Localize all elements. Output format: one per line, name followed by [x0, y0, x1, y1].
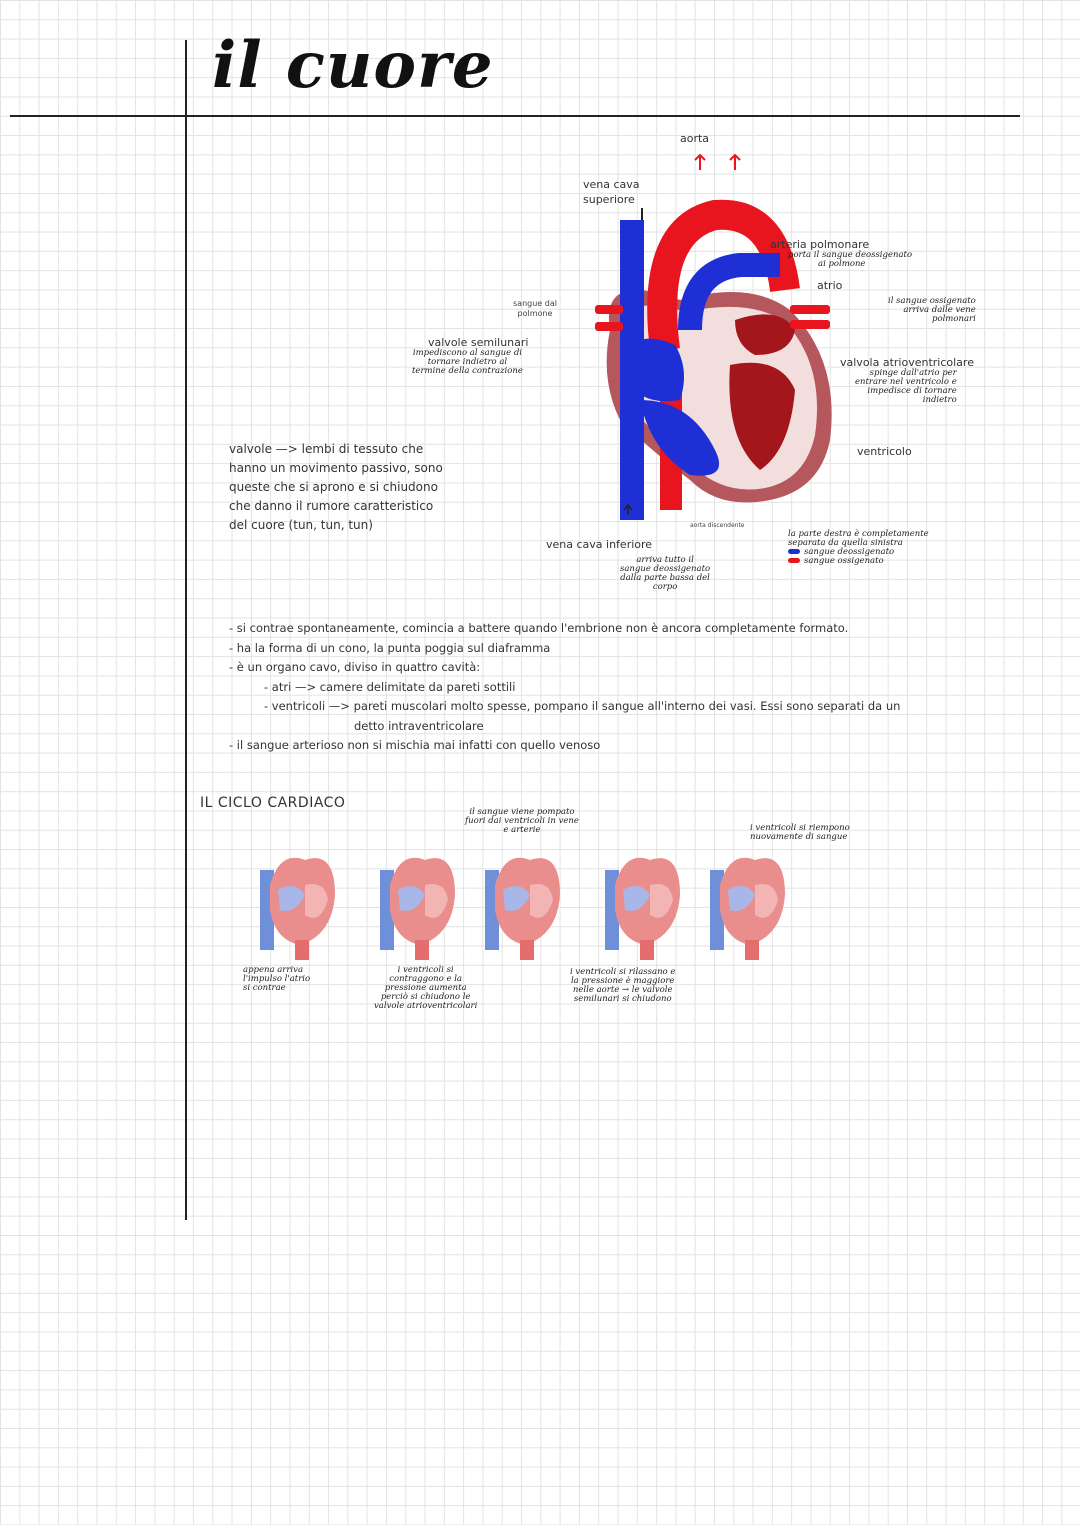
label-line: superiore: [583, 192, 635, 206]
note-line: fuori dai ventricoli in vene: [465, 815, 579, 826]
note-vena-cava-inf: [620, 556, 710, 592]
note-line: corpo: [652, 581, 678, 592]
heart-step-4: [605, 858, 680, 960]
note-line: la parte destra è completamente: [788, 529, 929, 539]
note-line: valvole atrioventricolari: [374, 1000, 478, 1011]
list-item: - si contrae spontaneamente, comincia a battere quando l'embrione non è ancora completamente formato.: [229, 621, 849, 635]
note-line: si contrae: [243, 982, 286, 993]
note-line: i ventricoli si riempono: [750, 823, 850, 833]
facts-list: [229, 619, 900, 756]
note-ciclo-2: [374, 966, 477, 1011]
note-line: arriva tutto il: [636, 555, 694, 565]
label-ventricolo: ventricolo: [857, 445, 912, 458]
note-line: perciò si chiudono le: [380, 991, 471, 1002]
vena-polmonare-1: [790, 305, 830, 314]
label-line: sangue dal: [513, 299, 557, 308]
page-title: il cuore: [212, 28, 494, 103]
label-vena-cava-sup: [583, 178, 640, 208]
section-heading: IL CICLO CARDIACO: [200, 795, 346, 811]
note-ciclo-top-mid: [465, 808, 579, 835]
label-aorta: aorta: [680, 132, 710, 145]
vena-polmonare-2: [790, 320, 830, 329]
note-line: contraggono e la: [389, 973, 462, 984]
label-vena-cava-inf: vena cava inferiore: [546, 538, 653, 551]
vena-polmonare-4: [595, 322, 623, 331]
arrow-up-icon: [695, 155, 705, 170]
list-item: - è un organo cavo, diviso in quattro cavità:: [229, 660, 481, 674]
note-line: il sangue viene pompato: [469, 807, 575, 817]
label-valvole-semilunari: valvole semilunari: [428, 336, 529, 349]
note-line: ai polmone: [818, 258, 866, 269]
label-arteria-polmonare: arteria polmonare: [770, 238, 870, 251]
paragraph-line: valvole —> lembi di tessuto che: [229, 442, 424, 456]
list-item: - ventricoli —> pareti muscolari molto spesse, pompano il sangue all'interno dei vasi. Essi sono separati da un: [264, 699, 901, 713]
note-line: impedisce di tornare: [867, 385, 957, 396]
label-line: polmone: [517, 308, 553, 318]
legend-swatch-ox: [788, 558, 800, 563]
label-sangue-dal-polmone: [513, 299, 557, 318]
note-valvola-av: [855, 369, 957, 405]
legend-ox: [788, 557, 929, 566]
note-line: sangue deossigenato: [620, 563, 711, 574]
note-line: polmonari: [932, 313, 976, 324]
heart-step-1: [260, 858, 335, 960]
note-line: e arterie: [503, 824, 541, 835]
note-parte-destra: [788, 530, 929, 566]
label-atrio: atrio: [817, 279, 843, 292]
margin-rule: [185, 40, 187, 1220]
list-item: - atri —> camere delimitate da pareti sottili: [264, 679, 516, 694]
note-line: l'impulso l'atrio: [243, 973, 311, 984]
paragraph-line: del cuore (tun, tun, tun): [229, 518, 373, 532]
label-line: vena cava: [583, 178, 640, 191]
note-arteria-polmonare: [788, 251, 912, 269]
valvole-paragraph: [229, 440, 443, 535]
label-aorta-discendente: aorta discendente: [690, 522, 745, 529]
paragraph-line: hanno un movimento passivo, sono: [229, 461, 443, 475]
note-line: il sangue ossigenato: [888, 296, 976, 306]
legend-label: sangue ossigenato: [804, 555, 884, 566]
list-item: - il sangue arterioso non si mischia mai infatti con quello venoso: [229, 738, 601, 752]
note-ciclo-4: [570, 968, 675, 1004]
label-valvola-av: valvola atrioventricolare: [840, 356, 974, 369]
note-line: separata da quella sinistra: [788, 537, 903, 548]
note-line: appena arriva: [243, 965, 304, 975]
note-valvole-semilunari: [412, 349, 523, 376]
vena-polmonare-3: [595, 305, 623, 314]
legend-label: sangue deossigenato: [804, 546, 895, 557]
arrow-up-icon: [730, 155, 740, 170]
note-line: termine della contrazione: [412, 365, 523, 376]
note-line: impediscono al sangue di: [412, 348, 523, 358]
note-line: nelle aorte → le valvole: [572, 984, 673, 995]
heart-step-3: [485, 858, 560, 960]
note-line: la pressione è maggiore: [570, 975, 675, 986]
heart-step-5: [710, 858, 785, 960]
paragraph-line: queste che si aprono e si chiudono: [229, 480, 438, 494]
list-item: detto intraventricolare: [354, 718, 484, 733]
note-line: arriva dalle vene: [903, 304, 976, 315]
note-line: nuovamente di sangue: [750, 831, 848, 842]
legend-swatch-deox: [788, 549, 800, 554]
header-rule: [10, 115, 1020, 117]
note-line: porta il sangue deossigenato: [788, 250, 913, 260]
list-item: - ha la forma di un cono, la punta poggia sul diaframma: [229, 640, 551, 655]
note-ciclo-1: [243, 966, 310, 993]
note-line: entrare nel ventricolo e: [855, 376, 957, 387]
heart-step-2: [380, 858, 455, 960]
note-line: semilunari si chiudono: [573, 993, 672, 1004]
note-line: i ventricoli si: [397, 965, 454, 975]
note-line: spinge dall'atrio per: [869, 368, 957, 378]
note-line: i ventricoli si rilassano e: [570, 967, 676, 977]
note-line: tornare indietro al: [427, 356, 508, 367]
note-line: pressione aumenta: [384, 982, 467, 993]
note-line: dalla parte bassa del: [620, 572, 710, 583]
note-line: indietro: [922, 394, 957, 405]
right-atrium: [630, 339, 684, 402]
note-atrio: [888, 297, 976, 324]
ciclo-hearts: [250, 840, 800, 965]
paragraph-line: che danno il rumore caratteristico: [229, 499, 434, 513]
